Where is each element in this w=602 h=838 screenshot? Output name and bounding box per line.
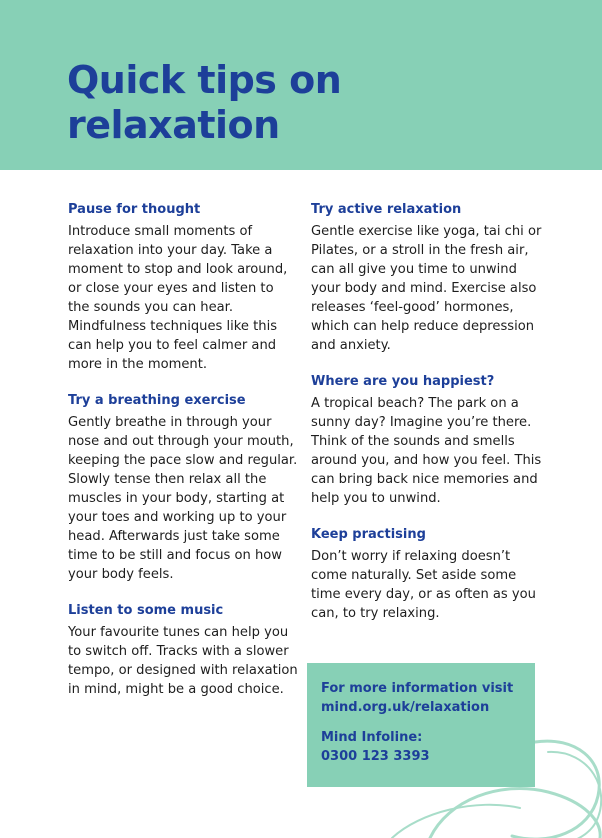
section-breathing-exercise: [68, 392, 298, 584]
section-body: Don’t worry if relaxing doesn’t come naturally. Set aside some time every day, or as often as you can, to try relaxing.: [311, 549, 536, 621]
section-body: A tropical beach? The park on a sunny day? Imagine you’re there. Think of the sounds and smells around you, and how you feel. This can bring back nice memories and help you to unwind.: [311, 396, 542, 506]
section-body: Introduce small moments of relaxation into your day. Take a moment to stop and look around, or close your eyes and listen to the sounds you can hear. Mindfulness techniques like this can help you to feel calmer and more in the moment.: [68, 224, 288, 372]
section-heading: Where are you happiest?: [311, 374, 495, 389]
section-heading: Try a breathing exercise: [68, 393, 246, 408]
more-info-label: For more information visit: [321, 681, 514, 696]
phone-number[interactable]: 0300 123 3393: [321, 749, 430, 764]
section-body: Gently breathe in through your nose and out through your mouth, keeping the pace slow and regular. Slowly tense then relax all the muscles in your body, starting at your toes and working up to your head. Afterwards just take some time to be still and focus on how your body feels.: [68, 415, 298, 582]
header-banner: [0, 0, 602, 170]
info-box: [307, 663, 535, 787]
section-body: Gentle exercise like yoga, tai chi or Pilates, or a stroll in the fresh air, can all give you time to unwind your body and mind. Exercise also releases ‘feel-good’ hormones, which can help reduce depression and anxiety.: [311, 224, 542, 353]
left-column: [68, 201, 298, 717]
section-active-relaxation: [311, 201, 547, 355]
infoline-label: Mind Infoline:: [321, 730, 423, 745]
section-heading: Pause for thought: [68, 202, 201, 217]
section-where-happiest: [311, 373, 547, 508]
section-listen-to-music: [68, 602, 298, 699]
section-pause-for-thought: [68, 201, 298, 374]
page-title: Quick tips on relaxation: [67, 58, 342, 147]
section-body: Your favourite tunes can help you to switch off. Tracks with a slower tempo, or designed with relaxation in mind, might be a good choice.: [68, 625, 298, 697]
section-heading: Keep practising: [311, 527, 426, 542]
section-keep-practising: [311, 526, 547, 623]
right-column: [311, 201, 547, 641]
section-heading: Try active relaxation: [311, 202, 462, 217]
website-link[interactable]: mind.org.uk/relaxation: [321, 700, 490, 715]
section-heading: Listen to some music: [68, 603, 224, 618]
